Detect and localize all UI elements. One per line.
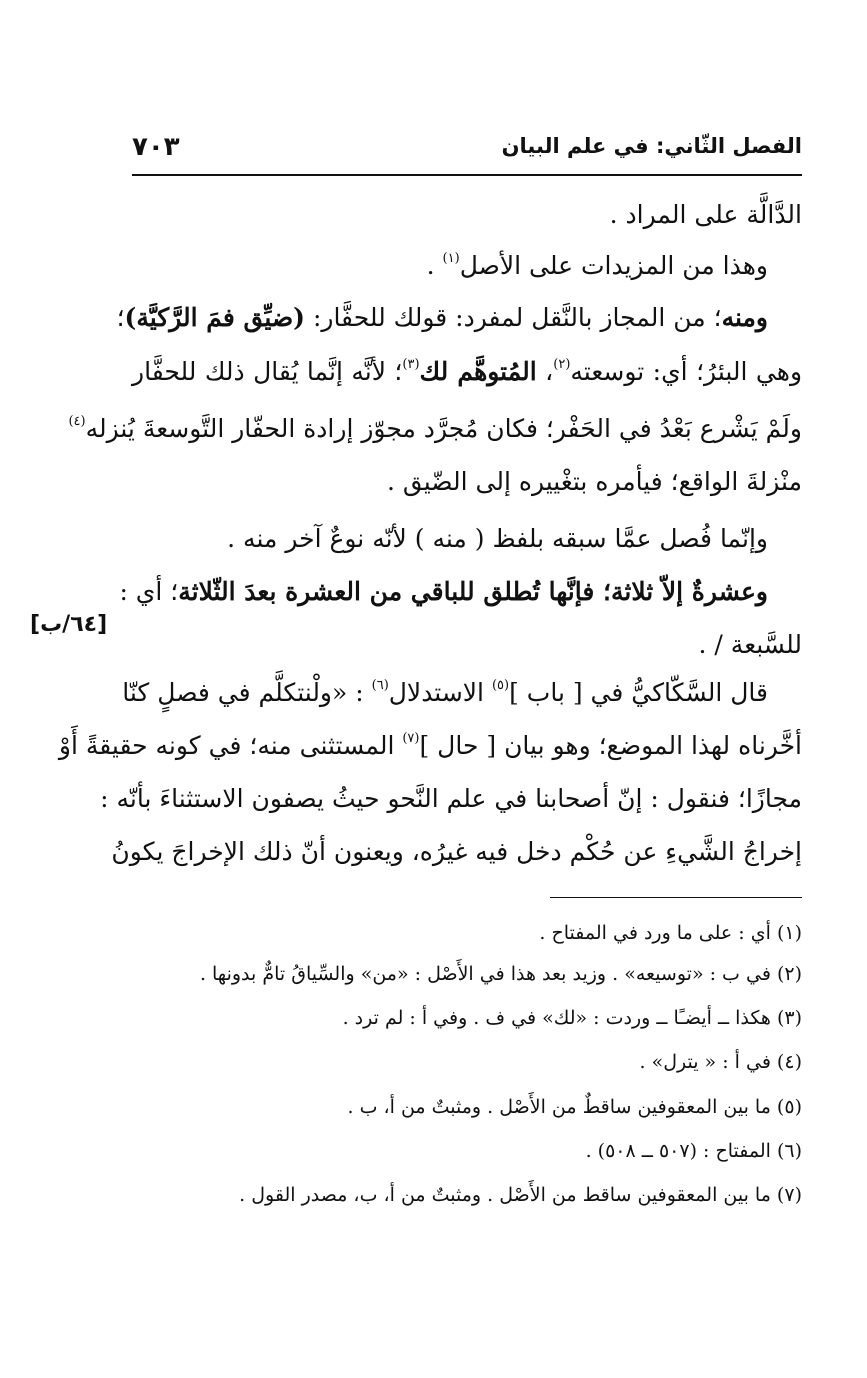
footnote: (٦) المفتاح : (٥٠٧ ــ ٥٠٨) . [585, 1140, 802, 1162]
line-text: ، [536, 357, 554, 386]
line-text: ؛ من المجاز بالنَّقل لمفرد: قولك للحفَّار: [305, 303, 722, 332]
page-number: ٧٠٣ [132, 132, 180, 162]
footnote-ref: (٦) [371, 678, 389, 693]
bold-phrase: المُتوهَّم لك [419, 357, 537, 386]
line-text: ؛ [116, 303, 125, 332]
line-text: وإنّما فُصل عمَّا سبقه بلفظ ( منه ) لأنّه نوعٌ آخر منه . [227, 524, 768, 553]
footnote-separator [550, 897, 802, 898]
body-line [111, 832, 802, 872]
chapter-title: الفصل الثّاني: في علم البيان [501, 134, 802, 158]
line-text: أخَّرناه لهذا الموضع؛ وهو بيان [ حال ] [419, 731, 802, 760]
footnote: (١) أي : على ما ورد في المفتاح . [539, 922, 802, 944]
footnote: (٤) في أ : « يترل» . [639, 1051, 802, 1073]
body-line [122, 673, 802, 713]
footnote-ref: (٧) [402, 731, 420, 746]
line-text: المستثنى منه؛ في كونه حقيقةً أَوْ [58, 731, 403, 760]
footnote-ref: (٢) [553, 357, 571, 372]
body-line [116, 298, 802, 338]
lead-term: ومنه [721, 303, 768, 332]
footnote-ref: (٥) [491, 678, 510, 693]
body-line [132, 625, 802, 665]
body-line [68, 409, 802, 449]
manuscript-folio-marker: [٦٤/ب] [30, 612, 108, 637]
footnote: (٧) ما بين المعقوفين ساقط من الأَصْل . ومثبتٌ من أ، ب، مصدر القول . [239, 1184, 802, 1206]
footnote-ref: (٣) [402, 357, 420, 372]
footnote-ref: (١) [442, 251, 460, 266]
line-text: منْزلةَ الواقع؛ فيأمره بتغْييره إلى الضّيق . [387, 467, 802, 496]
line-text: ؛ أي : [119, 577, 179, 606]
line-text: للسَّبعة / . [698, 630, 802, 659]
body-line [100, 779, 802, 819]
line-text: وهي البئرُ؛ أي: توسعته [570, 357, 803, 386]
body-line [132, 246, 802, 286]
line-text: وهذا من المزيدات على الأصل [459, 251, 768, 280]
line-text: الدَّالَّة على المراد . [609, 200, 802, 229]
body-line [132, 462, 802, 502]
footnote: (٥) ما بين المعقوفين ساقطٌ من الأَصْل . ومثبتٌ من أ، ب . [347, 1096, 802, 1118]
body-line [132, 519, 802, 559]
body-line [119, 572, 802, 612]
line-text: . [426, 251, 443, 280]
line-text: مجازًا؛ فنقول : إنّ أصحابنا في علم النَّحو حيثُ يصفون الاستثناءَ بأنّه : [100, 784, 802, 813]
body-line [132, 195, 802, 235]
line-text: قال السَّكّاكيُّ في [ باب ] [509, 678, 768, 707]
body-line [132, 352, 802, 392]
line-text: الاستدلال [388, 678, 492, 707]
line-text: : «ولْنتكلَّم في فصلٍ كنّا [122, 678, 372, 707]
line-text: ؛ لأنَّه إنَّما يُقال ذلك للحفَّار [132, 357, 403, 386]
line-text: إخراجُ الشَّيءِ عن حُكْم دخل فيه غيرُه، ويعنون أنّ ذلك الإخراجَ يكونُ [111, 837, 802, 866]
lead-term: وعشرةٌ إلاّ ثلاثة؛ فإنَّها تُطلق للباقي من العشرة بعدَ الثّلاثة [178, 577, 768, 606]
bold-phrase: (ضيِّق فمَ الرَّكيَّة) [124, 303, 305, 332]
body-line [58, 726, 802, 766]
footnote: (٢) في ب : «توسيعه» . وزيد بعد هذا في الأَصْل : «من» والسِّياقُ تامٌّ بدونها . [199, 963, 802, 985]
running-header [132, 130, 802, 170]
footnote-ref: (٤) [68, 414, 86, 429]
footnote: (٣) هكذا ــ أيضـًا ــ وردت : «لك» في ف . وفي أ : لم ترد . [342, 1007, 802, 1029]
header-rule [132, 174, 802, 176]
line-text: ولَمْ يَشْرع بَعْدُ في الحَفْر؛ فكان مُجرَّد مجوّز إرادة الحفّار التَّوسعةَ يُنزله [85, 414, 802, 443]
